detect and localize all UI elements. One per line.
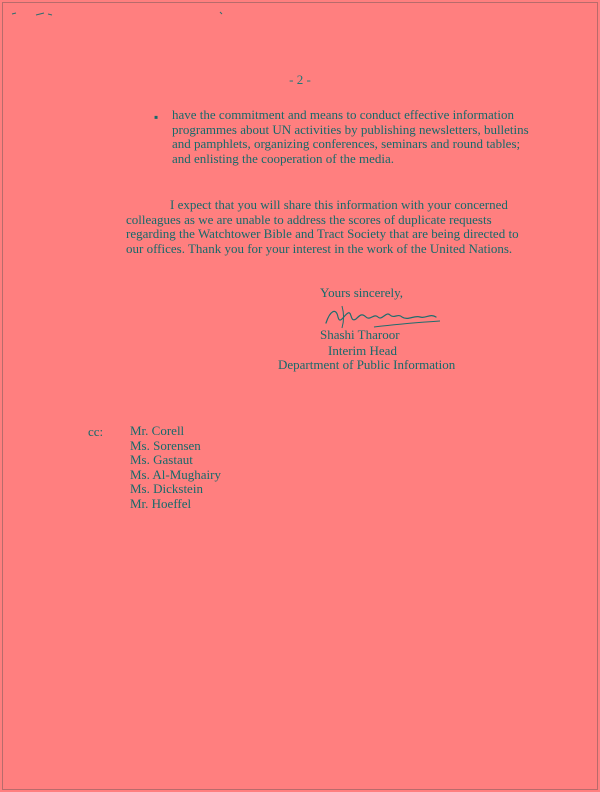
signer-title: Interim Head: [328, 343, 397, 358]
cc-recipient: Ms. Al-Mughairy: [130, 466, 221, 482]
cc-recipient: Ms. Dickstein: [130, 481, 203, 496]
cc-label: cc:: [88, 424, 104, 439]
body-paragraph: I expect that you will share this information with your concerned colleagues as we are unable to address the scores of duplicate requests regarding the Watchtower Bible and Tract Society that are being directed to our offices. Thank you for your interest in the work of the United Nations.: [126, 197, 519, 256]
signer-name: Shashi Tharoor: [320, 327, 400, 342]
closing-salutation: Yours sincerely,: [320, 285, 404, 300]
cc-list: [130, 424, 221, 511]
cc-recipient: Ms. Gastaut: [130, 452, 193, 467]
cc-recipient: Mr. Corell: [130, 423, 185, 438]
signer-department: Department of Public Information: [278, 357, 456, 372]
bullet-mark: ▪: [154, 110, 159, 124]
scan-artifacts: [10, 10, 230, 18]
bullet-text: have the commitment and means to conduct effective information programmes about UN activities by publishing newsletters, bulletins and pamphlets, organizing conferences, seminars and round tables; and enlisting the cooperation of the media.: [172, 107, 529, 166]
bullet-paragraph: [154, 107, 532, 166]
page-number: - 2 -: [289, 72, 311, 87]
cc-recipient: Mr. Hoeffel: [130, 495, 192, 511]
cc-recipient: Ms. Sorensen: [130, 437, 201, 453]
